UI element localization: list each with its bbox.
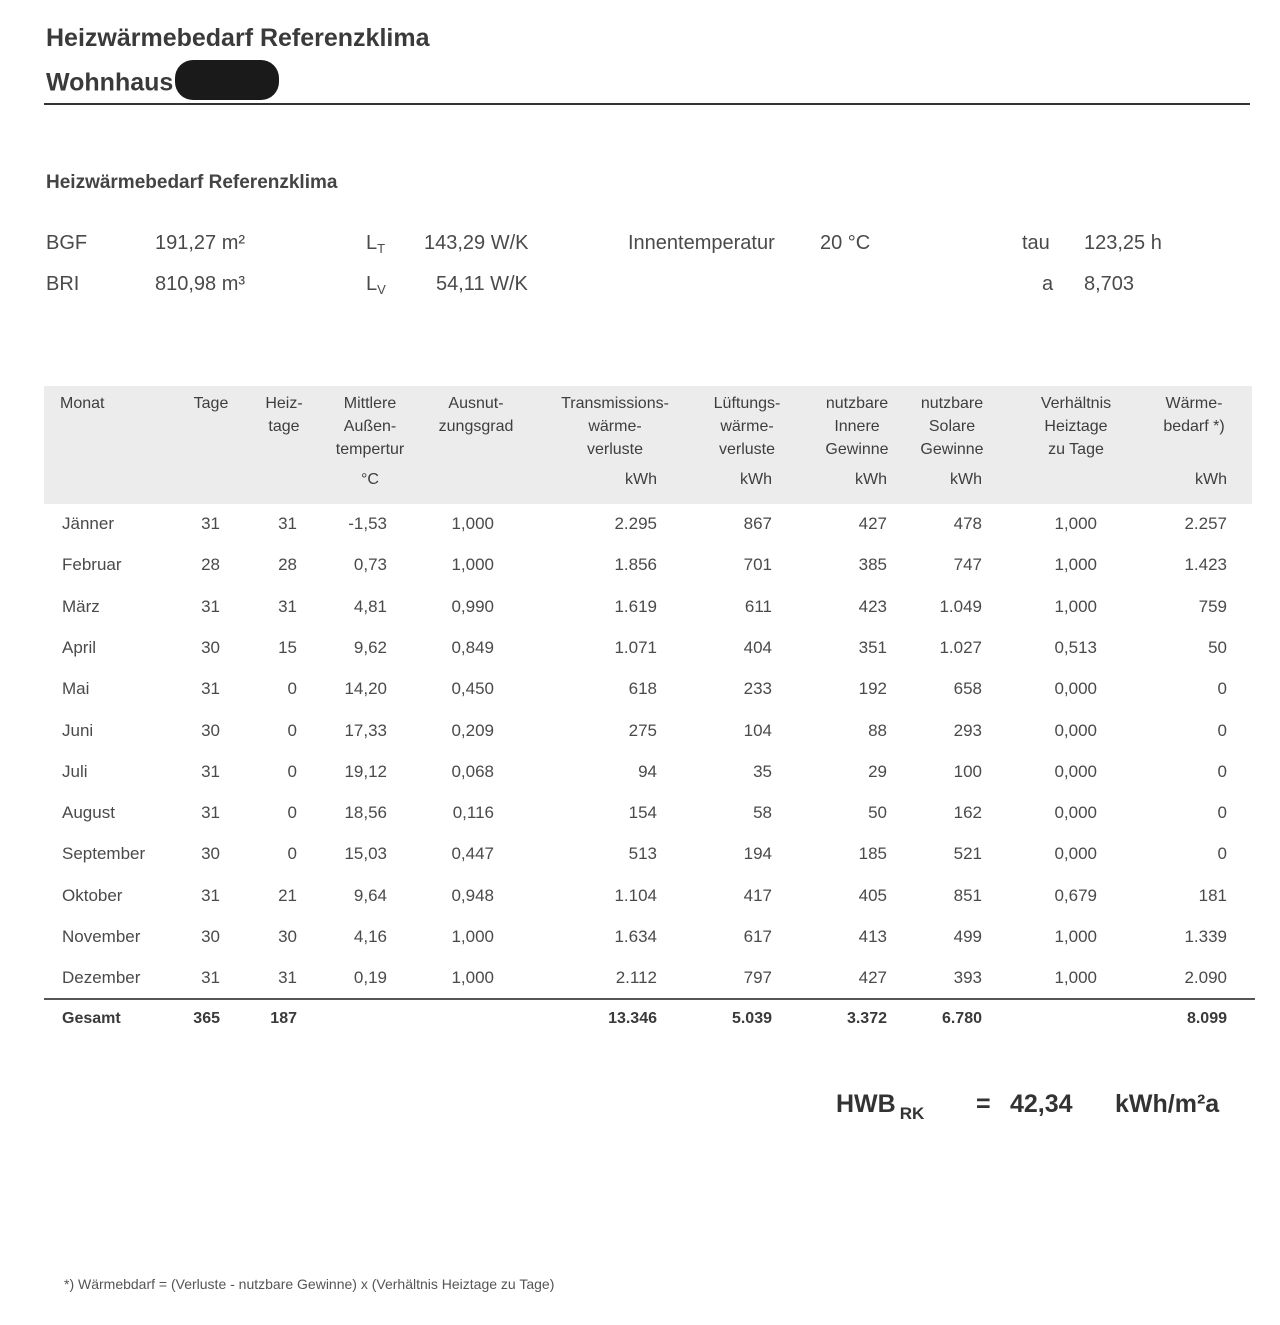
table-cell: 0,116 bbox=[452, 803, 494, 823]
table-cell: 1.027 bbox=[939, 637, 982, 657]
table-cell: 0 bbox=[1217, 761, 1227, 781]
table-cell: 0,73 bbox=[353, 555, 387, 575]
table-cell: 30 bbox=[278, 927, 297, 946]
table-cell: 31 bbox=[201, 968, 220, 988]
table-cell: 427 bbox=[858, 514, 887, 533]
table-cell: 194 bbox=[743, 844, 772, 864]
column-unit: kWh bbox=[625, 471, 657, 488]
table-cell: 0 bbox=[1217, 803, 1227, 823]
table-cell: 9,62 bbox=[353, 637, 387, 657]
tau-label: tau bbox=[1022, 232, 1050, 254]
table-cell: 181 bbox=[1198, 885, 1227, 905]
table-cell: 14,20 bbox=[344, 679, 387, 699]
month-cell: Dezember bbox=[62, 968, 141, 988]
table-cell: 0,679 bbox=[1054, 885, 1097, 905]
month-cell: April bbox=[62, 637, 97, 657]
table-cell: 19,12 bbox=[344, 761, 387, 781]
document-subtitle bbox=[46, 64, 279, 104]
header-divider bbox=[44, 103, 1250, 105]
table-cell: 0 bbox=[287, 803, 297, 823]
total-cell: 13.346 bbox=[608, 1010, 657, 1027]
month-cell: August bbox=[62, 803, 115, 823]
table-cell: 233 bbox=[743, 679, 772, 699]
table-cell: 1,000 bbox=[1054, 927, 1097, 946]
table-cell: 1,000 bbox=[451, 514, 494, 533]
column-unit: kWh bbox=[950, 471, 982, 488]
table-total-divider bbox=[44, 998, 1255, 1000]
table-cell: 35 bbox=[753, 761, 772, 781]
column-unit: kWh bbox=[855, 471, 887, 488]
table-cell: 100 bbox=[953, 761, 982, 781]
table-cell: 2.112 bbox=[615, 968, 657, 988]
building-name: Wohnhaus bbox=[46, 68, 174, 97]
total-cell: 8.099 bbox=[1186, 1010, 1227, 1027]
hwb-label: HWB $_{RK}$ bbox=[836, 1090, 925, 1123]
column-unit: kWh bbox=[740, 471, 772, 488]
table-cell: 185 bbox=[858, 844, 887, 864]
table-cell: 31 bbox=[201, 885, 220, 905]
section-title: Heizwärmebedarf Referenzklima bbox=[46, 172, 338, 193]
table-cell: 0,000 bbox=[1054, 761, 1097, 781]
bgf-label: BGF bbox=[46, 232, 88, 254]
table-cell: 0,513 bbox=[1054, 637, 1097, 657]
table-cell: 1,000 bbox=[451, 555, 494, 575]
table-cell: 0,068 bbox=[451, 761, 494, 781]
table-cell: 30 bbox=[201, 927, 220, 946]
total-cell: 6.780 bbox=[941, 1010, 982, 1027]
table-cell: 0 bbox=[287, 679, 297, 699]
table-cell: 30 bbox=[201, 720, 220, 740]
table-cell: 293 bbox=[953, 720, 982, 740]
table-cell: 50 bbox=[1208, 637, 1227, 657]
column-header: Wärme- bedarf *) bbox=[1163, 395, 1225, 435]
table-cell: 0,000 bbox=[1054, 803, 1097, 823]
bri-value: 810,98 m³ bbox=[155, 273, 246, 295]
month-cell: Februar bbox=[62, 555, 122, 575]
table-cell: 15,03 bbox=[344, 844, 387, 864]
column-header: Tage bbox=[193, 395, 229, 412]
table-cell: 0,209 bbox=[451, 720, 494, 740]
table-cell: 88 bbox=[868, 720, 887, 740]
table-cell: 1,000 bbox=[451, 927, 494, 946]
month-cell: Mai bbox=[62, 679, 90, 699]
table-cell: 385 bbox=[858, 555, 887, 575]
table-cell: 30 bbox=[201, 844, 220, 864]
lv-label: $L_V$ bbox=[366, 273, 386, 297]
table-cell: 154 bbox=[628, 803, 657, 823]
table-cell: 29 bbox=[868, 761, 887, 781]
innentemperatur-label: Innentemperatur bbox=[628, 232, 775, 254]
table-cell: 1.619 bbox=[614, 596, 657, 616]
table-cell: 162 bbox=[953, 803, 982, 823]
table-cell: 701 bbox=[743, 555, 772, 575]
table-cell: 417 bbox=[743, 885, 772, 905]
lt-value: 143,29 W/K bbox=[424, 232, 529, 254]
table-cell: 31 bbox=[278, 596, 297, 616]
column-unit: °C bbox=[361, 471, 379, 488]
table-cell: 851 bbox=[953, 885, 982, 905]
a-value: 8,703 bbox=[1084, 273, 1135, 295]
table-cell: 0,000 bbox=[1054, 679, 1097, 699]
table-cell: 104 bbox=[743, 720, 772, 740]
column-header: Lüftungs- wärme- verluste bbox=[713, 395, 781, 458]
table-cell: 50 bbox=[868, 803, 887, 823]
table-cell: 18,56 bbox=[344, 803, 387, 823]
table-cell: 2.295 bbox=[614, 514, 657, 533]
table-cell: 31 bbox=[278, 514, 297, 533]
table-cell: 1,000 bbox=[1054, 596, 1097, 616]
table-cell: 1.856 bbox=[614, 555, 657, 575]
table-cell: 513 bbox=[628, 844, 657, 864]
total-cell: 3.372 bbox=[846, 1010, 887, 1027]
hwb-unit: kWh/m²a bbox=[1115, 1090, 1220, 1118]
table-cell: 0,000 bbox=[1054, 720, 1097, 740]
column-header: Transmissions- wärme- verluste bbox=[561, 395, 669, 458]
table-cell: 15 bbox=[278, 637, 297, 657]
table-cell: 0 bbox=[1217, 679, 1227, 699]
innentemperatur-value: 20 °C bbox=[820, 232, 871, 254]
footnote: *) Wärmebdarf = (Verluste - nutzbare Gewinne) x (Verhältnis Heiztage zu Tage) bbox=[64, 1276, 555, 1292]
table-cell: 31 bbox=[201, 679, 220, 699]
table-cell: -1,53 bbox=[348, 514, 387, 533]
table-cell: 1.049 bbox=[939, 596, 982, 616]
table-cell: 1.339 bbox=[1184, 927, 1227, 946]
table-cell: 1.104 bbox=[614, 885, 657, 905]
table-cell: 31 bbox=[201, 596, 220, 616]
column-header: Heiz- tage bbox=[265, 395, 303, 435]
lt-label: $L_T$ bbox=[366, 232, 386, 256]
table-cell: 31 bbox=[201, 514, 220, 533]
redaction-block bbox=[175, 60, 279, 100]
table-cell: 413 bbox=[858, 927, 887, 946]
table-cell: 9,64 bbox=[353, 885, 387, 905]
column-header: nutzbare Innere Gewinne bbox=[825, 395, 889, 458]
table-cell: 0,990 bbox=[451, 596, 494, 616]
table-cell: 192 bbox=[858, 679, 887, 699]
a-label: a bbox=[1042, 273, 1054, 295]
table-cell: 797 bbox=[743, 968, 772, 988]
month-cell: Juli bbox=[62, 761, 88, 781]
bri-label: BRI bbox=[46, 273, 80, 295]
table-cell: 427 bbox=[858, 968, 887, 988]
month-cell: November bbox=[62, 927, 141, 946]
table-cell: 4,16 bbox=[353, 927, 387, 946]
total-cell: 5.039 bbox=[731, 1010, 772, 1027]
table-cell: 1.634 bbox=[614, 927, 657, 946]
column-header: nutzbare Solare Gewinne bbox=[920, 395, 984, 458]
hwb-value: 42,34 bbox=[1010, 1090, 1073, 1118]
table-cell: 1,000 bbox=[1054, 968, 1097, 988]
table-cell: 2.090 bbox=[1184, 968, 1227, 988]
table-cell: 31 bbox=[278, 968, 297, 988]
table-cell: 423 bbox=[858, 596, 887, 616]
table-cell: 0,19 bbox=[353, 968, 387, 988]
table-cell: 617 bbox=[743, 927, 772, 946]
table-cell: 58 bbox=[753, 803, 772, 823]
table-cell: 31 bbox=[201, 803, 220, 823]
total-label: Gesamt bbox=[62, 1010, 121, 1027]
month-cell: Oktober bbox=[62, 885, 123, 905]
table-cell: 1,000 bbox=[1054, 514, 1097, 533]
table-cell: 0 bbox=[1217, 720, 1227, 740]
table-cell: 0,000 bbox=[1054, 844, 1097, 864]
table-cell: 499 bbox=[953, 927, 982, 946]
table-cell: 393 bbox=[953, 968, 982, 988]
table-cell: 17,33 bbox=[344, 720, 387, 740]
table-cell: 618 bbox=[628, 679, 657, 699]
month-cell: März bbox=[62, 596, 100, 616]
column-header: Ausnut- zungsgrad bbox=[438, 395, 514, 435]
table-cell: 0 bbox=[1217, 844, 1227, 864]
table-cell: 1,000 bbox=[1054, 555, 1097, 575]
table-cell: 658 bbox=[953, 679, 982, 699]
month-cell: Juni bbox=[62, 720, 94, 740]
table-cell: 1.071 bbox=[614, 637, 657, 657]
table-cell: 30 bbox=[201, 637, 220, 657]
column-header: Mittlere Außen- tempertur bbox=[335, 395, 405, 458]
table-cell: 0,447 bbox=[451, 844, 494, 864]
table-cell: 611 bbox=[744, 596, 772, 616]
month-cell: September bbox=[62, 844, 146, 864]
table-cell: 759 bbox=[1198, 596, 1227, 616]
table-cell: 31 bbox=[201, 761, 220, 781]
column-header: Monat bbox=[60, 395, 105, 412]
table-cell: 478 bbox=[953, 514, 982, 533]
table-cell: 405 bbox=[858, 885, 887, 905]
table-cell: 4,81 bbox=[353, 596, 387, 616]
tau-value: 123,25 h bbox=[1084, 232, 1162, 254]
table-cell: 2.257 bbox=[1184, 514, 1227, 533]
hwb-equals: = bbox=[976, 1090, 991, 1118]
table-cell: 28 bbox=[278, 555, 297, 575]
total-cell: 365 bbox=[193, 1010, 220, 1027]
table-cell: 521 bbox=[953, 844, 982, 864]
table-cell: 94 bbox=[638, 761, 657, 781]
table-cell: 351 bbox=[858, 637, 887, 657]
table-cell: 1.423 bbox=[1184, 555, 1227, 575]
column-unit: kWh bbox=[1195, 471, 1227, 488]
table-cell: 0 bbox=[287, 844, 297, 864]
table-cell: 0,948 bbox=[451, 885, 494, 905]
table-cell: 275 bbox=[628, 720, 657, 740]
table-cell: 404 bbox=[743, 637, 772, 657]
table-cell: 21 bbox=[278, 885, 297, 905]
table-cell: 1,000 bbox=[451, 968, 494, 988]
table-cell: 867 bbox=[743, 514, 772, 533]
document-title: Heizwärmebedarf Referenzklima bbox=[46, 24, 430, 52]
total-cell: 187 bbox=[270, 1010, 297, 1027]
bgf-value: 191,27 m² bbox=[155, 232, 246, 254]
month-cell: Jänner bbox=[62, 514, 114, 533]
table-cell: 28 bbox=[201, 555, 220, 575]
table-cell: 0 bbox=[287, 720, 297, 740]
table-cell: 747 bbox=[953, 555, 982, 575]
column-header: Verhältnis Heiztage zu Tage bbox=[1040, 395, 1112, 458]
table-cell: 0 bbox=[287, 761, 297, 781]
table-cell: 0,450 bbox=[451, 679, 494, 699]
lv-value: 54,11 W/K bbox=[436, 273, 528, 295]
table-cell: 0,849 bbox=[451, 637, 494, 657]
